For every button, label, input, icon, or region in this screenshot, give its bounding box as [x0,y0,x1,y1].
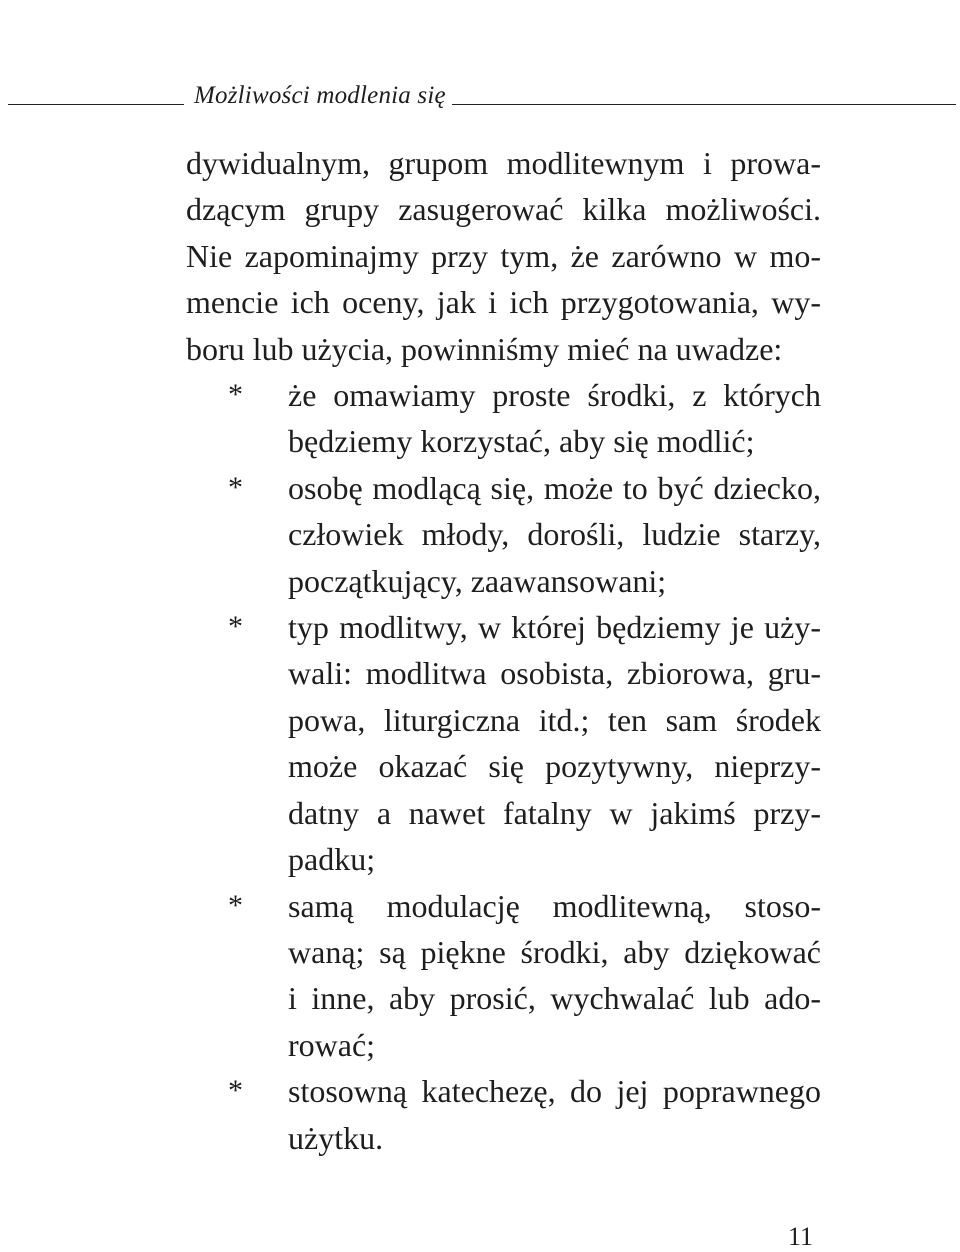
asterisk-bullet-icon: * [228,378,243,412]
bullet-line: padku; [288,841,376,878]
asterisk-bullet-icon: * [228,470,243,504]
intro-line: dywidualnym, grupom modlitewnym i prowa- [186,145,821,181]
asterisk-bullet-icon: * [228,610,243,644]
bullet-line: wali: modlitwa osobista, zbiorowa, gru- [288,655,821,692]
bullet-line: powa, liturgiczna itd.; ten sam środek [288,701,821,738]
bullet-line: i inne, aby prosić, wychwalać lub ado- [288,980,821,1017]
bullet-line: osobę modlącą się, może to być dziecko, [288,469,821,506]
bullet-item [186,465,821,604]
header-rule-right [452,104,956,105]
bullet-item [186,372,821,465]
intro-line: boru lub użycia, powinniśmy mieć na uwadze: [186,330,783,367]
asterisk-bullet-icon: * [228,888,243,922]
bullet-line: że omawiamy proste środki, z których [288,377,821,414]
intro-line: Nie zapominajmy przy tym, że zarówno w mo- [186,237,821,274]
bullet-line: użytku. [288,1119,384,1156]
running-head-title: Możliwości modlenia się [194,82,446,109]
bullet-item [186,883,821,1069]
bullet-line: stosowną katechezę, do jej poprawnego [288,1073,821,1110]
intro-line: dzącym grupy zasugerować kilka możliwości. [186,191,821,228]
running-head [8,82,956,112]
intro-line: mencie ich oceny, jak i ich przygotowania, wy- [186,284,821,321]
bullet-line: datny a nawet fatalny w jakimś przy- [288,794,821,831]
bullet-list [186,372,821,1161]
bullet-line: typ modlitwy, w której będziemy je uży- [288,609,821,646]
bullet-line: człowiek młody, dorośli, ludzie starzy, [288,516,821,553]
body-text [186,140,821,1161]
page-number: 11 [788,1222,814,1251]
bullet-line: może okazać się pozytywny, nieprzy- [288,748,821,785]
bullet-line: waną; są piękne środki, aby dziękować [288,933,821,970]
asterisk-bullet-icon: * [228,1074,243,1108]
intro-paragraph [186,140,821,372]
bullet-line: początkujący, zaawansowani; [288,562,667,599]
bullet-item [186,604,821,882]
bullet-line: samą modulację modlitewną, stoso- [288,887,821,924]
bullet-line: rować; [288,1026,376,1063]
bullet-line: będziemy korzystać, aby się modlić; [288,423,755,460]
header-rule-left [8,104,184,105]
bullet-item [186,1068,821,1161]
